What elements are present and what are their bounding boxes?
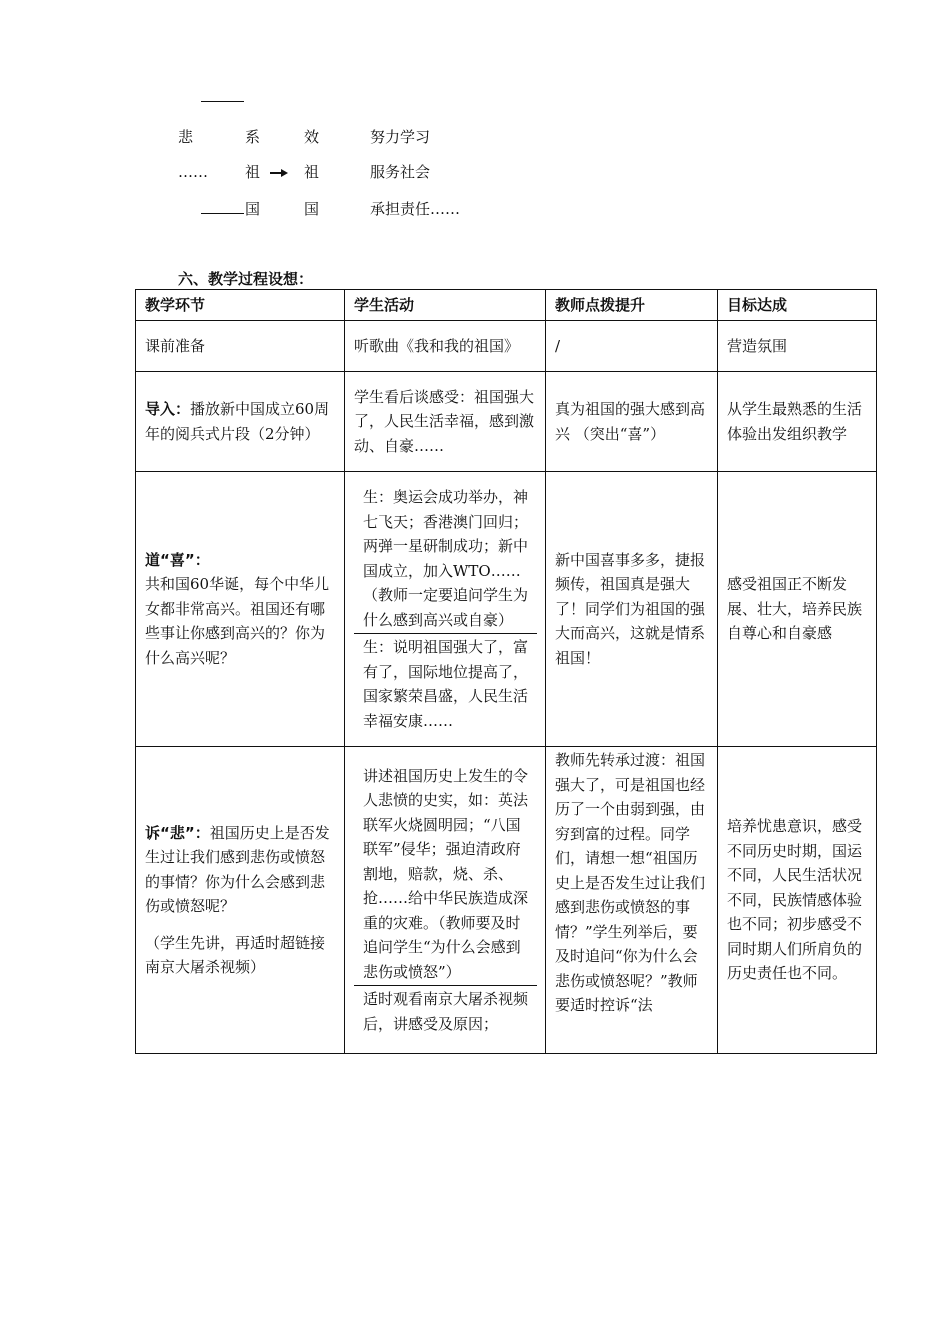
diagram-word-xiao: 效	[304, 128, 320, 146]
stage-note: （学生先讲，再适时超链接南京大屠杀视频）	[145, 933, 326, 976]
diagram-word-zu-left: 祖	[245, 163, 261, 181]
diagram-action-serve: 服务社会	[370, 163, 431, 181]
student-text: 学生看后谈感受：祖国强大了，人民生活幸福，感到激动、自豪……	[354, 387, 535, 455]
diagram-word-xi: 系	[245, 128, 261, 146]
diagram-word-guo-right: 国	[304, 200, 320, 218]
diagram-action-study: 努力学习	[370, 128, 431, 146]
goal-cell	[718, 321, 877, 372]
goal-cell	[718, 472, 877, 747]
goal-cell	[718, 747, 877, 1054]
student-cell	[345, 472, 546, 747]
table-header-row	[136, 290, 877, 321]
teacher-text: 新中国喜事多多，捷报频传，祖国真是强大了！同学们为祖国的强大而高兴，这就是情系祖国！	[555, 550, 706, 667]
student-response-1: 生：奥运会成功举办，神七飞天；香港澳门回归；两弹一星研制成功；新中国成立，加入WTO……（教师一定要追问学生为什么感到高兴或自豪）	[363, 488, 529, 629]
goal-cell	[718, 372, 877, 472]
diagram-word-guo-left: 国	[245, 200, 261, 218]
section-title: 六、教学过程设想：	[178, 270, 314, 288]
teacher-cell	[546, 372, 718, 472]
goal-text: 从学生最熟悉的生活体验出发组织教学	[727, 400, 863, 443]
table-row	[136, 321, 877, 372]
stage-label: 道“喜”：	[145, 550, 210, 569]
goal-text: 营造氛围	[727, 336, 788, 355]
header-stage: 教学环节	[136, 290, 345, 321]
table-row	[136, 372, 877, 472]
table-row	[136, 472, 877, 747]
stage-text: 播放新中国成立60周年的阅兵式片段（2分钟）	[145, 400, 330, 443]
stage-text: 课前准备	[145, 336, 206, 355]
arrow-right-icon	[281, 169, 288, 177]
diagram-ellipsis: ……	[178, 163, 208, 181]
teacher-cell	[546, 747, 718, 1054]
student-response-1: 讲述祖国历史上发生的令人悲愤的史实，如：英法联军火烧圆明园；“八国联军”侵华；强迫清政府割地，赔款，烧、杀、抢……给中华民族造成深重的灾难。（教师要及时追问学生“为什么会感到悲伤或愤怒”）	[363, 766, 529, 981]
teacher-cell	[546, 321, 718, 372]
stage-label: 诉“悲”：	[145, 823, 210, 842]
header-goal: 目标达成	[718, 290, 877, 321]
student-cell	[345, 747, 546, 1054]
student-response-2: 生：说明祖国强大了，富有了，国际地位提高了，国家繁荣昌盛，人民生活幸福安康……	[354, 633, 537, 734]
teacher-cell	[546, 472, 718, 747]
header-student-activity: 学生活动	[345, 290, 546, 321]
table-row	[136, 747, 877, 1054]
teaching-process-table	[135, 289, 877, 1054]
blank-line-bottom	[201, 213, 244, 214]
stage-cell	[136, 747, 345, 1054]
diagram-word-zu-right: 祖	[304, 163, 320, 181]
teacher-text: /	[555, 336, 561, 355]
goal-text: 感受祖国正不断发展、壮大，培养民族自尊心和自豪感	[727, 575, 863, 643]
teacher-text: 教师先转承过渡：祖国强大了，可是祖国也经历了一个由弱到强，由穷到富的过程。同学们，请想一想“祖国历史上是否发生过让我们感到悲伤或愤怒的事情？”学生列举后，要及时追问“你为什么会悲伤或愤怒呢？”教师要适时控诉“法	[555, 751, 706, 1014]
diagram-word-bei: 悲	[178, 128, 194, 146]
student-cell	[345, 372, 546, 472]
diagram-action-responsibility: 承担责任……	[370, 200, 461, 218]
goal-text: 培养忧患意识，感受不同历史时期，国运不同，人民生活状况不同，民族情感体验也不同；初步感受不同时期人们所肩负的历史责任也不同。	[727, 817, 863, 983]
student-response-2: 适时观看南京大屠杀视频后，讲感受及原因；	[354, 985, 537, 1037]
student-cell	[345, 321, 546, 372]
stage-cell	[136, 372, 345, 472]
stage-text: 祖国历史上是否发生过让我们感到悲伤或愤怒的事情？你为什么会感到悲伤或愤怒呢？	[145, 823, 330, 915]
stage-cell	[136, 472, 345, 747]
header-teacher-guidance: 教师点拨提升	[546, 290, 718, 321]
stage-label: 导入：	[145, 400, 191, 418]
stage-text: 共和国60华诞，每个中华儿女都非常高兴。祖国还有哪些事让你感到高兴的？你为什么高兴呢？	[145, 575, 330, 667]
blank-line-top	[201, 101, 244, 102]
teacher-text: 真为祖国的强大感到高兴 （突出“喜”）	[555, 400, 706, 443]
stage-cell	[136, 321, 345, 372]
student-text: 听歌曲《我和我的祖国》	[354, 336, 520, 355]
